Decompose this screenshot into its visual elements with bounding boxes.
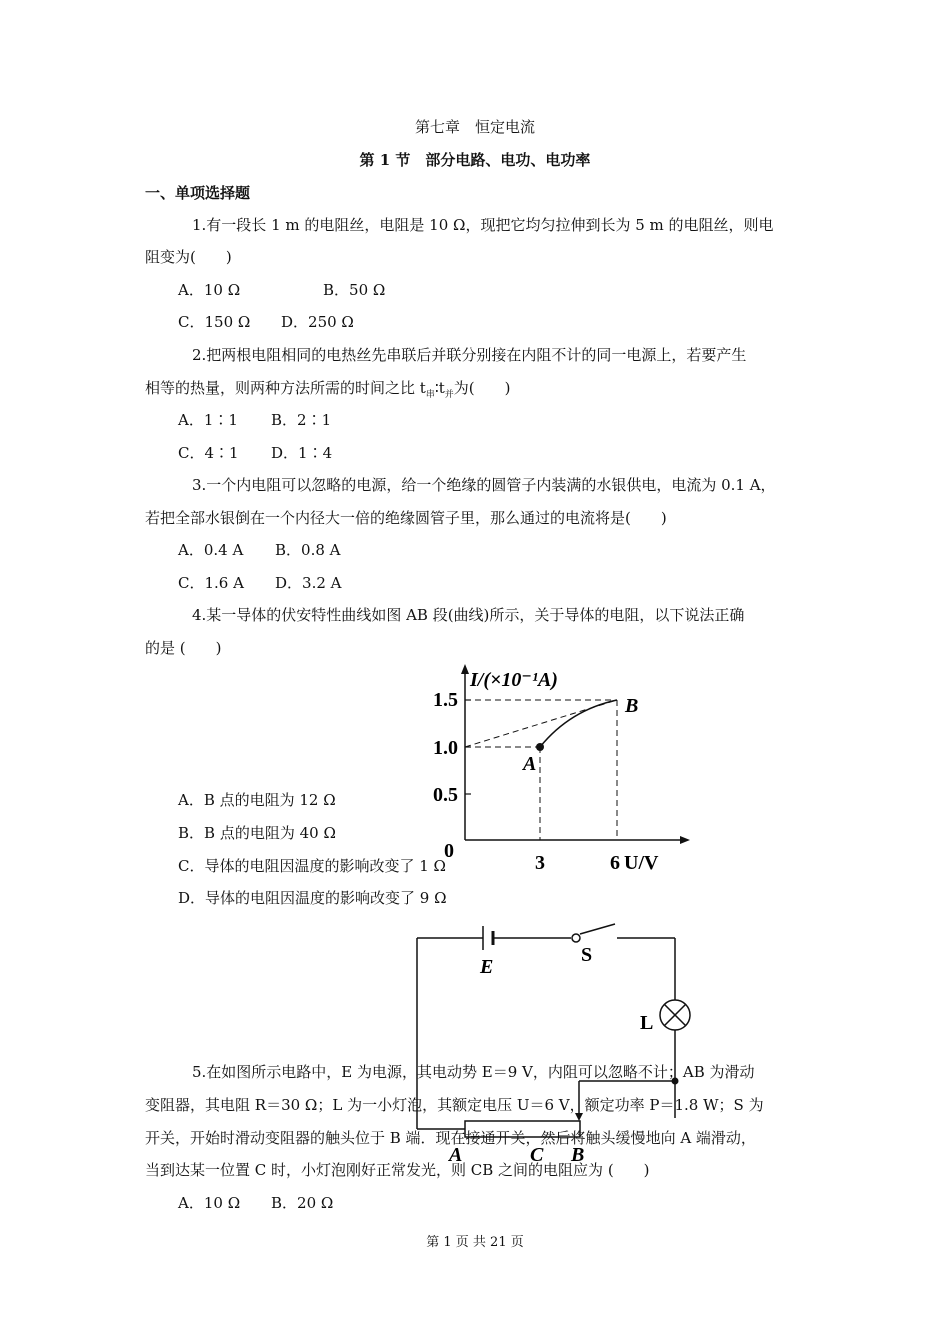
q4-option-d: D．导体的电阻因温度的影响改变了 9 Ω — [178, 889, 447, 907]
iv-characteristic-graph — [410, 660, 695, 875]
chapter-title: 第七章 恒定电流 — [414, 118, 535, 136]
q5-text-line3: 开关，开始时滑动变阻器的触头位于 B 端．现在接通开关，然后将触头缓慢地向 A 端滑动， — [145, 1129, 756, 1147]
point-b-label: B — [625, 695, 639, 717]
q5-option-b: B．20 Ω — [271, 1194, 334, 1212]
q2-option-d: D．1∶4 — [271, 444, 333, 462]
rheostat-end-b-label: B — [571, 1144, 585, 1166]
q3-option-b: B．0.8 A — [275, 541, 341, 559]
y-axis-label: I/(×10⁻¹A) — [470, 669, 558, 691]
part-heading: 一、单项选择题 — [145, 184, 251, 202]
q5-text-line4: 当到达某一位置 C 时，小灯泡刚好正常发光，则 CB 之间的电阻应为 ( ) — [145, 1161, 650, 1179]
q3-text-line2: 若把全部水银倒在一个内径大一倍的绝缘圆管子里，那么通过的电流将是( ) — [145, 509, 667, 527]
q5-option-a: A．10 Ω — [178, 1194, 241, 1212]
q4-option-b: B．B 点的电阻为 40 Ω — [178, 824, 336, 842]
q4-option-a: A．B 点的电阻为 12 Ω — [178, 791, 336, 809]
switch-label: S — [581, 944, 593, 966]
q2-option-a: A．1∶1 — [178, 411, 238, 429]
q4-option-c: C．导体的电阻因温度的影响改变了 1 Ω — [178, 857, 446, 875]
lamp-label: L — [640, 1012, 654, 1034]
q2-text-line2: 相等的热量，则两种方法所需的时间之比 $t_串∶t_并$为( ) — [145, 379, 511, 400]
y-axis-arrow — [461, 664, 469, 674]
q4-text-line2: 的是 ( ) — [145, 639, 222, 657]
curve-ab — [540, 700, 617, 747]
x-tick-label-3: 3 — [535, 852, 545, 874]
x-axis-label: U/V — [624, 852, 659, 874]
section-title: 第 1 节 部分电路、电功、电功率 — [359, 151, 591, 169]
rheostat-end-a-label: A — [449, 1144, 463, 1166]
q4-text-line1: 4.某一导体的伏安特性曲线如图 AB 段(曲线)所示，关于导体的电阻，以下说法正确 — [192, 606, 745, 624]
y-tick-label-0-5: 0.5 — [433, 784, 458, 806]
origin-label: 0 — [444, 840, 454, 862]
q3-option-c: C．1.6 A — [178, 574, 244, 592]
point-a-dot — [536, 743, 544, 751]
q3-option-a: A．0.4 A — [178, 541, 244, 559]
q1-option-c: C．150 Ω — [178, 313, 251, 331]
q3-text-line1: 3.一个内电阻可以忽略的电源，给一个绝缘的圆管子内装满的水银供电，电流为 0.1 A， — [192, 476, 776, 494]
x-axis-arrow — [680, 836, 690, 844]
q5-text-line1: 5.在如图所示电路中，E 为电源，其电动势 E＝9 V，内阻可以忽略不计；AB 为滑动 — [192, 1063, 755, 1081]
q2-option-c: C．4∶1 — [178, 444, 239, 462]
q1-option-d: D．250 Ω — [281, 313, 354, 331]
source-label: E — [480, 956, 494, 978]
page-footer: 第 1 页 共 21 页 — [426, 1235, 524, 1250]
y-tick-label-1-0: 1.0 — [433, 737, 458, 759]
switch-blade — [580, 924, 615, 934]
q1-option-a: A．10 Ω — [178, 281, 241, 299]
q1-text-line1: 1.有一段长 1 m 的电阻丝，电阻是 10 Ω，现把它均匀拉伸到长为 5 m 的电阻丝，则电 — [192, 216, 774, 234]
point-a-label: A — [523, 753, 537, 775]
q3-option-d: D．3.2 A — [275, 574, 342, 592]
q5-text-line2: 变阻器，其电阻 R＝30 Ω；L 为一小灯泡，其额定电压 U＝6 V，额定功率 P＝1.8 W；S 为 — [145, 1096, 764, 1114]
q2-text-line1: 2.把两根电阻相同的电热丝先串联后并联分别接在内阻不计的同一电源上，若要产生 — [192, 346, 747, 364]
x-tick-label-6: 6 — [610, 852, 620, 874]
q1-text-line2: 阻变为( ) — [145, 248, 232, 266]
rheostat-tap-c-label: C — [530, 1144, 544, 1166]
y-tick-label-1-5: 1.5 — [433, 689, 458, 711]
q1-option-b: B．50 Ω — [323, 281, 386, 299]
q2-option-b: B．2∶1 — [271, 411, 332, 429]
switch-pivot — [572, 934, 580, 942]
